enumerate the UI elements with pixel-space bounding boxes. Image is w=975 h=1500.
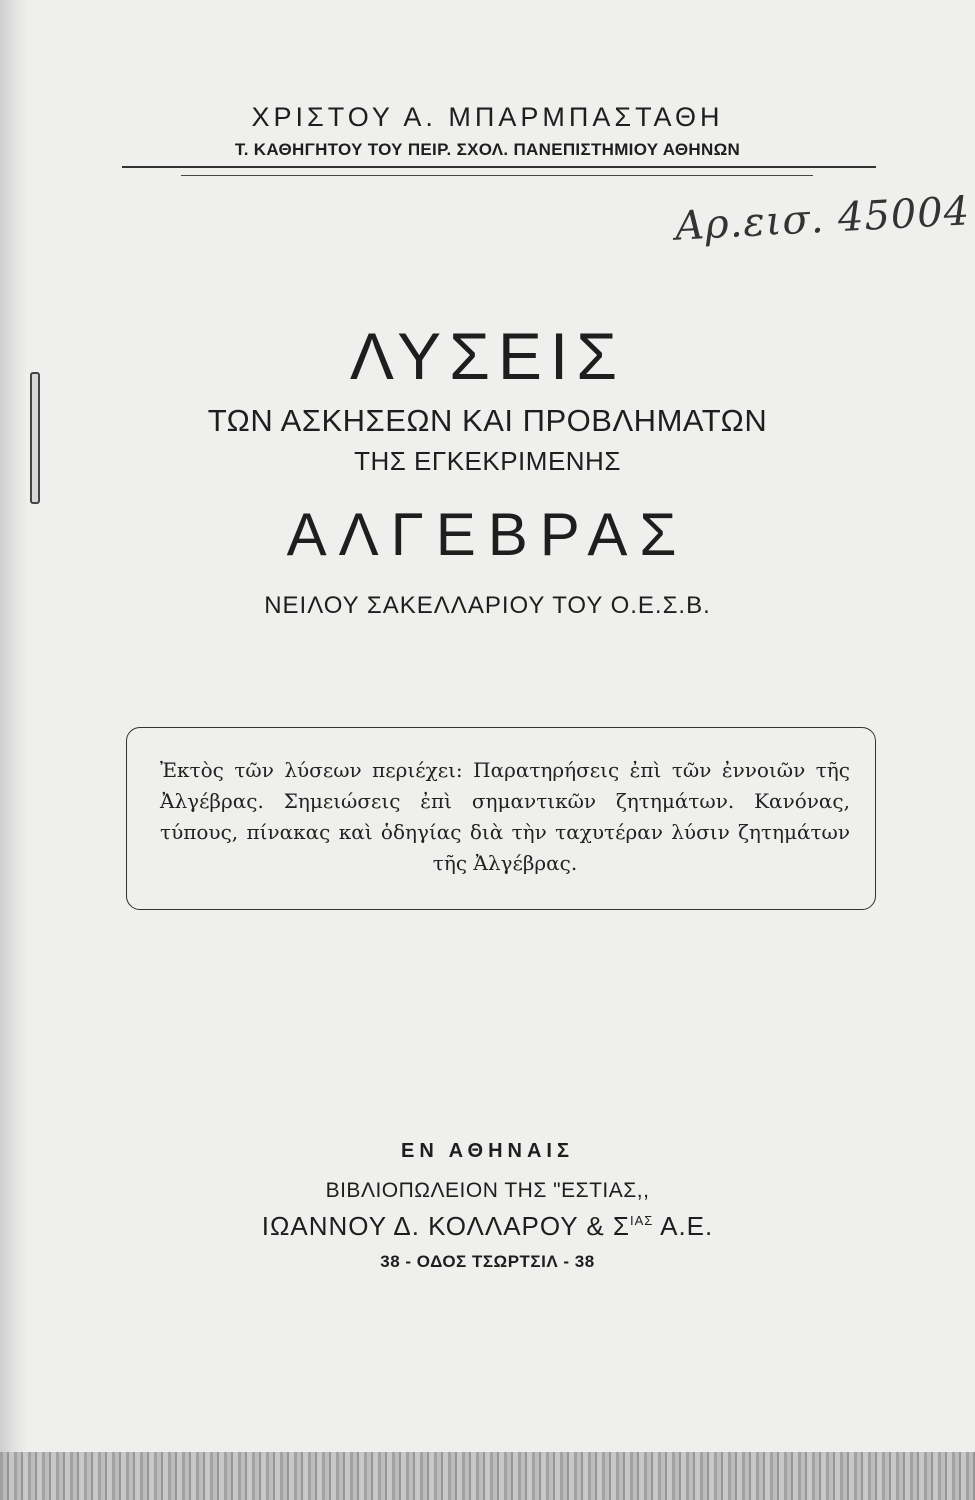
book-subtitle-line2: ΤΗΣ ΕΓΚΕΚΡΙΜΕΝΗΣ: [354, 446, 621, 476]
handwritten-accession-number: Αρ.εισ. 45004: [673, 188, 972, 250]
book-subject: ΑΛΓΕΒΡΑΣ: [286, 501, 689, 568]
book-title: ΛΥΣΕΙΣ: [349, 319, 626, 393]
author-name: ΧΡΙΣΤΟΥ Α. ΜΠΑΡΜΠΑΣΤΑΘΗ: [251, 102, 724, 132]
header-rule-thin: [181, 175, 813, 176]
page-left-edge: [0, 0, 26, 1500]
publisher-superscript: ΙΑΣ: [630, 1213, 654, 1228]
scan-bottom-edge: [0, 1452, 975, 1500]
publisher-suffix: Α.Ε.: [653, 1211, 714, 1241]
original-author: ΝΕΙΛΟΥ ΣΑΚΕΛΛΑΡΙΟΥ ΤΟΥ Ο.Ε.Σ.Β.: [264, 592, 711, 619]
imprint-publisher: [0, 1211, 975, 1242]
publisher-prefix: ΙΩΑΝΝΟΥ Δ. ΚΟΛΛΑΡΟΥ & Σ: [261, 1211, 630, 1241]
imprint-bookshop: ΒΙΒΛΙΟΠΩΛΕΙΟΝ ΤΗΣ "ΕΣΤΙΑΣ,,: [325, 1179, 650, 1202]
author-title: Τ. ΚΑΘΗΓΗΤΟΥ ΤΟΥ ΠΕΙΡ. ΣΧΟΛ. ΠΑΝΕΠΙΣΤΗΜΙΟΥ ΑΘΗΝΩΝ: [234, 140, 741, 159]
book-subtitle-line1: ΤΩΝ ΑΣΚΗΣΕΩΝ ΚΑΙ ΠΡΟΒΛΗΜΑΤΩΝ: [207, 403, 768, 438]
contents-description: Ἐκτὸς τῶν λύσεων περιέχει: Παρατηρήσεις ἐπὶ τῶν ἐννοιῶν τῆς Ἀλγέβρας. Σημειώσεις ἐπὶ σημαντικῶν ζητημάτων. Κανόνας, τύπους, πίνακας καὶ ὁδηγίας διὰ τὴν ταχυτέραν λύσιν ζητημάτων τῆς Ἀλγέβρας.: [160, 758, 850, 875]
imprint-address: 38 - ΟΔΟΣ ΤΣΩΡΤΣΙΛ - 38: [380, 1252, 595, 1271]
imprint-city: ΕΝ ΑΘΗΝΑΙΣ: [401, 1140, 574, 1162]
header-rule-thick: [122, 166, 876, 168]
